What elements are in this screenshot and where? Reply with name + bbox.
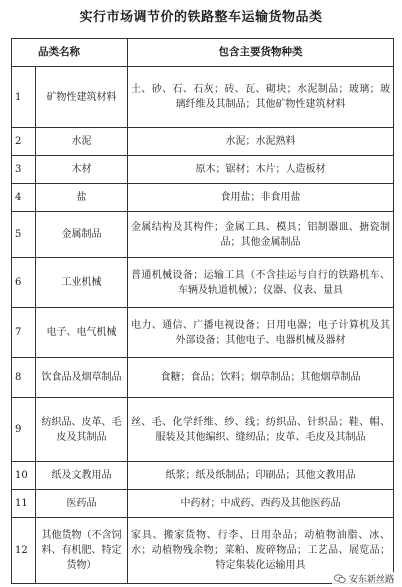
row-category: 饮食品及烟草制品: [36, 358, 128, 398]
row-goods: 纸浆；纸及纸制品；印刷品；其他文教用品: [128, 462, 394, 490]
goods-category-table: [11, 38, 394, 584]
row-category: 纺织品、皮革、毛皮及其制品: [36, 398, 128, 462]
table-row: [12, 308, 394, 358]
row-goods: 食糖；食品；饮料；烟草制品；其他烟草制品: [128, 358, 394, 398]
row-goods: 丝、毛、化学纤维、纱、线；纺织品、针织品；鞋、帽、服装及其他编织、缝纫品；皮革、毛皮及其制品: [128, 398, 394, 462]
row-goods: 普通机械设备；运输工具（不含挂运与自行的铁路机车、车辆及轨道机械）；仪器、仪表、量具: [128, 258, 394, 308]
row-goods: 电力、通信、广播电视设备；日用电器；电子计算机及其外部设备；其他电子、电器机械及器材: [128, 308, 394, 358]
row-number: 4: [12, 184, 36, 212]
row-goods: 土、砂、石、石灰；砖、瓦、砌块；水泥制品；玻璃；玻璃纤维及其制品；其他矿物性建筑材料: [128, 67, 394, 128]
row-goods: 金属结构及其构件；金属工具、模具；铝制器皿、搪瓷制品；其他金属制品: [128, 212, 394, 258]
row-number: 12: [12, 518, 36, 584]
row-number: 11: [12, 490, 36, 518]
row-category: 水泥: [36, 128, 128, 156]
row-category: 盐: [36, 184, 128, 212]
row-category: 木材: [36, 156, 128, 184]
table-row: [12, 184, 394, 212]
row-category: 纸及文教用品: [36, 462, 128, 490]
row-number: 8: [12, 358, 36, 398]
table-row: [12, 490, 394, 518]
header-category: 品类名称: [12, 39, 128, 67]
row-number: 6: [12, 258, 36, 308]
row-category: 矿物性建筑材料: [36, 67, 128, 128]
row-number: 9: [12, 398, 36, 462]
row-number: 1: [12, 67, 36, 128]
row-category: 其他货物（不含饲料、有机肥、特定货物）: [36, 518, 128, 584]
row-category: 金属制品: [36, 212, 128, 258]
table-row: [12, 156, 394, 184]
row-number: 7: [12, 308, 36, 358]
row-number: 10: [12, 462, 36, 490]
row-goods: 水泥；水泥熟料: [128, 128, 394, 156]
row-goods: 食用盐；非食用盐: [128, 184, 394, 212]
table-row: [12, 212, 394, 258]
table-row: [12, 358, 394, 398]
row-number: 3: [12, 156, 36, 184]
table-row: [12, 398, 394, 462]
table-row: [12, 128, 394, 156]
row-number: 2: [12, 128, 36, 156]
table-header-row: [12, 39, 394, 67]
table-row: [12, 67, 394, 128]
row-goods: 家具、搬家货物、行李、日用杂品；动植物油脂、冰、水；动植物残余物；菜粕、废碎物品；工艺品、展览品；特定集装化运输用具: [128, 518, 394, 584]
row-category: 医药品: [36, 490, 128, 518]
row-category: 电子、电气机械: [36, 308, 128, 358]
row-goods: 原木；锯材；木片；人造板材: [128, 156, 394, 184]
row-category: 工业机械: [36, 258, 128, 308]
wechat-icon: [334, 574, 346, 584]
table-row: [12, 258, 394, 308]
watermark-text: 安东新丝路: [348, 575, 394, 585]
watermark: [332, 572, 396, 585]
row-number: 5: [12, 212, 36, 258]
row-goods: 中药材；中成药、西药及其他医药品: [128, 490, 394, 518]
page-title: 实行市场调节价的铁路整车运输货物品类: [79, 10, 323, 25]
table-row: [12, 462, 394, 490]
header-goods: 包含主要货物种类: [128, 39, 394, 67]
